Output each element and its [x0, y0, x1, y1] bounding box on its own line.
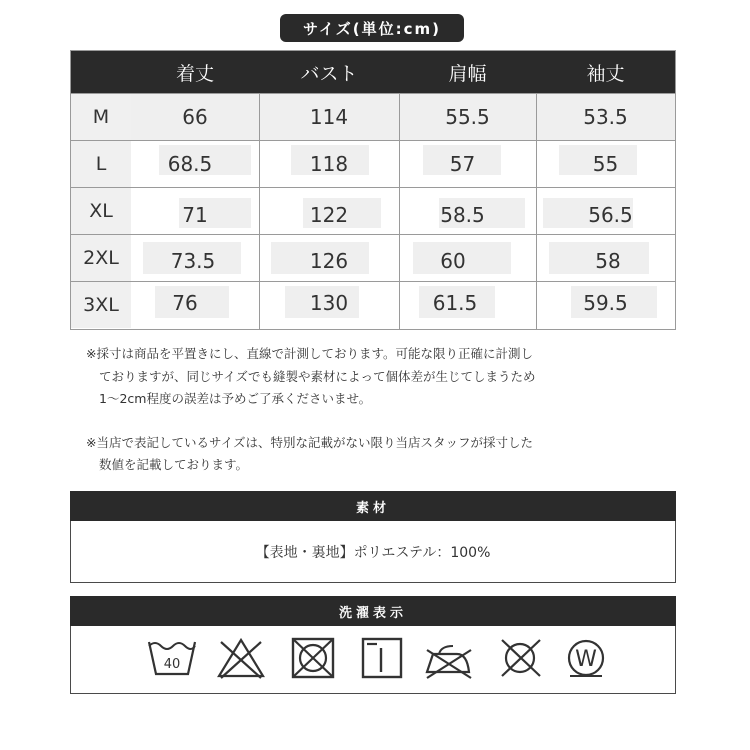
- no-dry-clean-icon: [494, 636, 546, 680]
- cell-sleeve: 59.5: [583, 291, 628, 315]
- material-title: 素材: [70, 491, 676, 521]
- table-row: [71, 93, 675, 140]
- cell-shoulder: 61.5: [432, 291, 478, 315]
- cell-bust: 122: [309, 203, 349, 227]
- cell-sleeve: 55: [592, 152, 619, 176]
- material-box: [70, 521, 676, 583]
- cell-shoulder: 58.5: [440, 203, 485, 227]
- cell-sleeve: 58: [595, 249, 621, 273]
- no-iron-icon: [423, 636, 475, 680]
- cell-length: 66: [182, 105, 208, 129]
- wet-clean-label: W: [575, 647, 597, 672]
- cell-bust: 118: [309, 152, 349, 176]
- cell-length: 76: [172, 291, 198, 315]
- column-header-sleeve: 袖丈: [586, 62, 625, 85]
- wash-40-icon: [146, 636, 198, 680]
- table-row: [71, 187, 675, 234]
- note-staff-line1: ※当店で表記しているサイズは、特別な記載がない限り当店スタッフが採寸した: [86, 435, 533, 450]
- note-measurement-line1: ※採寸は商品を平置きにし、直線で計測しております。可能な限り正確に計測し: [86, 346, 533, 361]
- material-text: 【表地・裏地】ポリエステル：100%: [255, 544, 491, 561]
- table-row: [71, 234, 675, 281]
- note-measurement-line2: ておりますが、同じサイズでも縫製や素材によって個体差が生じてしまうため: [99, 369, 536, 384]
- cell-shoulder: 57: [449, 152, 476, 176]
- care-title: 洗濯表示: [70, 596, 676, 626]
- no-tumble-dry-icon: [287, 636, 339, 680]
- size-section-title: サイズ(単位:cm): [280, 14, 464, 42]
- cell-bust: 126: [309, 249, 349, 273]
- size-label: 2XL: [71, 235, 131, 281]
- cell-length: 73.5: [170, 249, 216, 273]
- cell-sleeve: 56.5: [588, 203, 633, 227]
- wet-clean-icon: [560, 636, 612, 680]
- size-label: M: [71, 94, 131, 140]
- column-header-shoulder: 肩幅: [448, 62, 487, 85]
- note-measurement-line3: 1〜2cm程度の誤差は予めご了承くださいませ。: [99, 391, 372, 406]
- no-bleach-icon: [215, 636, 267, 680]
- cell-shoulder: 55.5: [445, 105, 490, 129]
- cell-length: 68.5: [167, 152, 213, 176]
- table-row: [71, 140, 675, 187]
- cell-shoulder: 60: [440, 249, 466, 273]
- column-header-bust: バスト: [300, 62, 358, 85]
- cell-bust: 114: [309, 105, 349, 129]
- line-dry-icon: [357, 636, 409, 680]
- table-row: [71, 281, 675, 328]
- cell-sleeve: 53.5: [583, 105, 628, 129]
- size-table-header: [71, 51, 675, 93]
- size-label: XL: [71, 188, 131, 234]
- size-label: L: [71, 141, 131, 187]
- cell-bust: 130: [309, 291, 349, 315]
- wash-temp-label: 40: [163, 657, 181, 672]
- column-header-length: 着丈: [175, 62, 214, 85]
- size-label: 3XL: [71, 282, 131, 328]
- size-table: [70, 50, 676, 330]
- note-staff-line2: 数値を記載しております。: [99, 457, 249, 472]
- cell-length: 71: [182, 203, 208, 227]
